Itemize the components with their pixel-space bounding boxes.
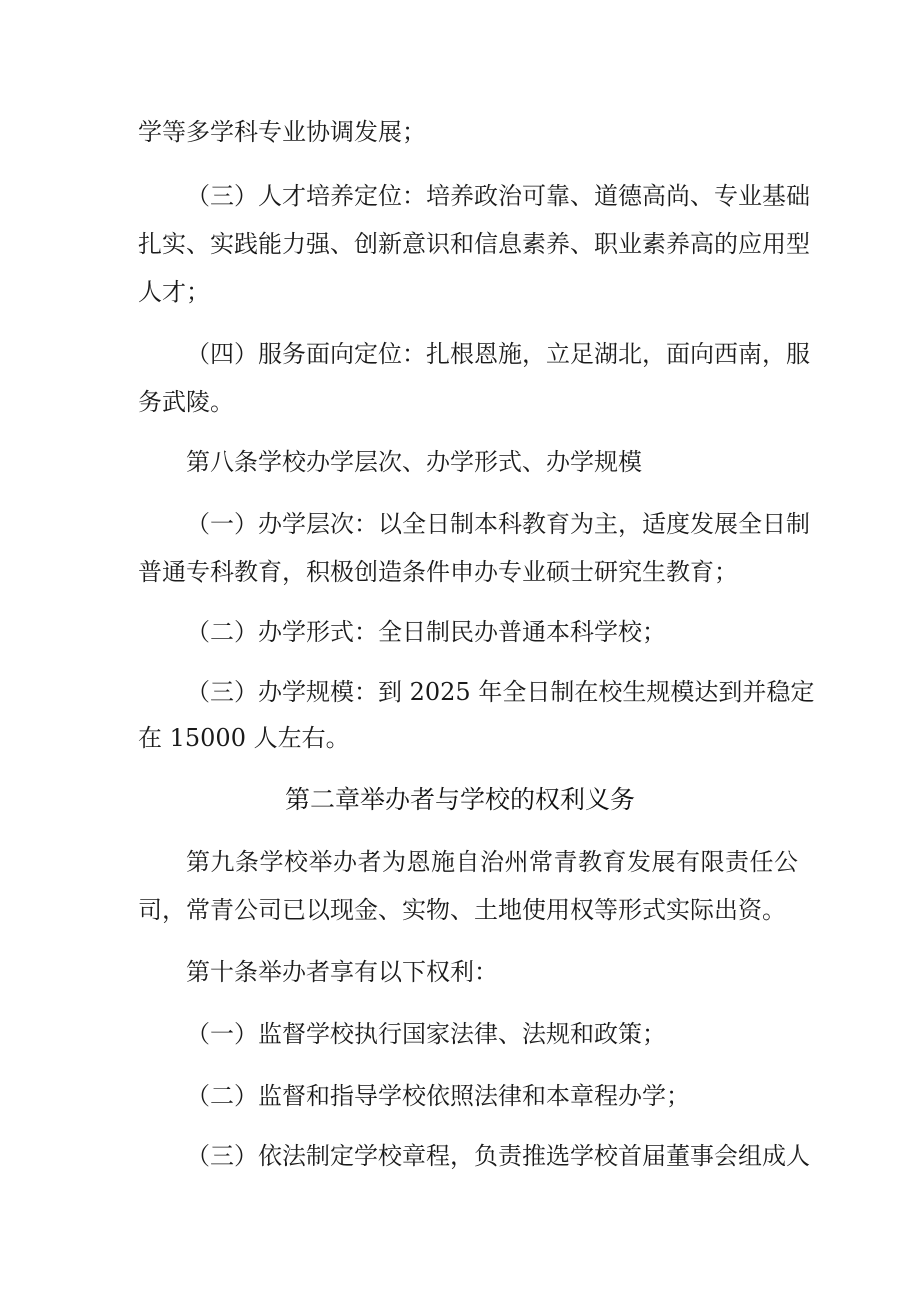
paragraph-line: （三）办学规模：到 2025 年全日制在校生规模达到并稳定: [186, 678, 815, 706]
paragraph-line: （三）依法制定学校章程，负责推选学校首届董事会组成人: [186, 1142, 810, 1170]
paragraph-line: 人才；: [138, 278, 210, 306]
paragraph-line: 普通专科教育，积极创造条件申办专业硕士研究生教育；: [138, 558, 738, 586]
paragraph-line: 在 15000 人左右。: [138, 724, 350, 752]
paragraph-line: （二）办学形式：全日制民办普通本科学校；: [186, 618, 666, 646]
paragraph-line: （四）服务面向定位：扎根恩施，立足湖北，面向西南，服: [186, 340, 810, 368]
paragraph-line: 务武陵。: [138, 388, 234, 416]
paragraph-line: 扎实、实践能力强、创新意识和信息素养、职业素养高的应用型: [138, 230, 810, 258]
paragraph-line: 司，常青公司已以现金、实物、土地使用权等形式实际出资。: [138, 896, 786, 924]
paragraph-line: 第九条学校举办者为恩施自治州常青教育发展有限责任公: [186, 848, 798, 876]
paragraph-line: （一）监督学校执行国家法律、法规和政策；: [186, 1020, 666, 1048]
chapter-heading: 第二章举办者与学校的权利义务: [284, 785, 635, 814]
paragraph-line: （二）监督和指导学校依照法律和本章程办学；: [186, 1082, 690, 1110]
paragraph-line: 学等多学科专业协调发展；: [138, 118, 426, 146]
article-heading: 第十条举办者享有以下权利：: [186, 958, 498, 986]
paragraph-line: （三）人才培养定位：培养政治可靠、道德高尚、专业基础: [186, 182, 810, 210]
paragraph-line: （一）办学层次：以全日制本科教育为主，适度发展全日制: [186, 510, 810, 538]
article-heading: 第八条学校办学层次、办学形式、办学规模: [186, 448, 642, 476]
